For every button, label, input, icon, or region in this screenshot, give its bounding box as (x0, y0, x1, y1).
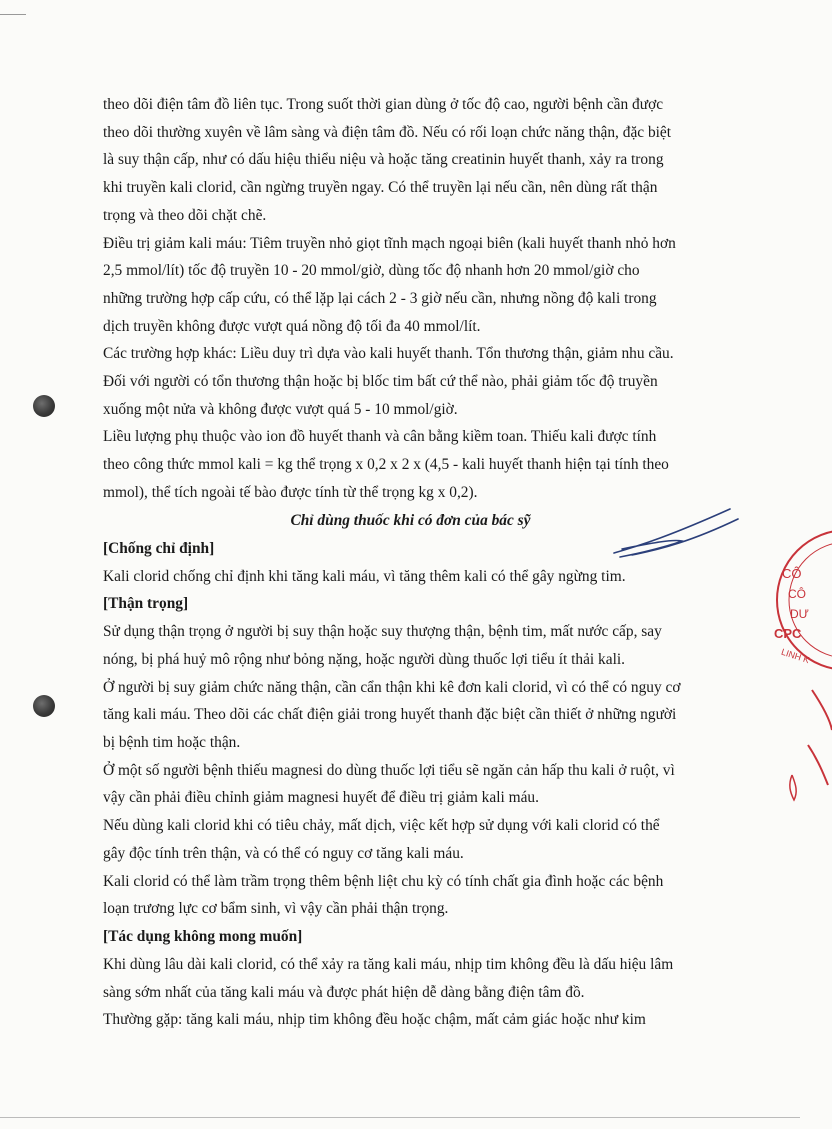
signature (612, 505, 742, 565)
text-line: xuống một nửa và không được vượt quá 5 - 10 mmol/giờ. (103, 400, 458, 418)
text-line: Các trường hợp khác: Liều duy trì dựa vào kali huyết thanh. Tổn thương thận, giảm nhu cầu. (103, 345, 674, 363)
text-line: theo công thức mmol kali = kg thể trọng x 0,2 x 2 x (4,5 - kali huyết thanh hiện tại tính theo (103, 456, 669, 474)
text-line: Ở một số người bệnh thiếu magnesi do dùng thuốc lợi tiểu sẽ ngăn cản hấp thu kali ở ruột, vì (103, 761, 675, 779)
stamp-text: CÔ (788, 587, 806, 601)
text-line: Ở người bị suy giảm chức năng thận, cần cẩn thận khi kê đơn kali clorid, vì có thể có nguy cơ (103, 678, 681, 696)
text-line: Khi dùng lâu dài kali clorid, có thể xảy ra tăng kali máu, nhịp tim không đều là dấu hiệu lâm (103, 955, 674, 973)
text-line: Nếu dùng kali clorid khi có tiêu chảy, mất dịch, việc kết hợp sử dụng với kali clorid có thể (103, 817, 660, 835)
text-line: Sử dụng thận trọng ở người bị suy thận hoặc suy thượng thận, bệnh tim, mất nước cấp, say (103, 623, 662, 641)
text-line: dịch truyền không được vượt quá nồng độ tối đa 40 mmol/lít. (103, 317, 481, 335)
contraindication-heading: [Chống chỉ định] (103, 539, 215, 557)
top-edge-rule (0, 14, 26, 15)
prescription-note: Chỉ dùng thuốc khi có đơn của bác sỹ (290, 511, 531, 529)
side-effects-text (103, 951, 718, 1034)
text-line: tăng kali máu. Theo dõi các chất điện giải trong huyết thanh đặc biệt cần thiết ở những người (103, 706, 677, 724)
text-line: trọng và theo dõi chặt chẽ. (103, 206, 267, 224)
company-stamp (752, 530, 832, 830)
stamp-text: LINH K (779, 646, 811, 666)
text-line: sàng sớm nhất của tăng kali máu và được phát hiện dễ dàng bằng điện tâm đồ. (103, 983, 585, 1001)
text-line: bị bệnh tim hoặc thận. (103, 734, 241, 752)
text-line: Thường gặp: tăng kali máu, nhịp tim không đều hoặc chậm, mất cảm giác hoặc như kim (103, 1011, 646, 1029)
intro-paragraphs (103, 91, 718, 507)
text-line: Điều trị giảm kali máu: Tiêm truyền nhỏ giọt tĩnh mạch ngoại biên (kali huyết thanh nhỏ hơn (103, 234, 676, 252)
stamp-text: DƯ (790, 607, 809, 621)
text-line: là suy thận cấp, như có dấu hiệu thiểu niệu và hoặc tăng creatinin huyết thanh, xảy ra trong (103, 151, 664, 169)
punch-hole-2 (33, 695, 55, 717)
side-effects-heading: [Tác dụng không mong muốn] (103, 927, 303, 945)
text-line: theo dõi điện tâm đồ liên tục. Trong suốt thời gian dùng ở tốc độ cao, người bệnh cần được (103, 96, 664, 113)
punch-hole-1 (33, 395, 55, 417)
contraindication-text (103, 563, 718, 591)
text-line: những trường hợp cấp cứu, có thể lặp lại cách 2 - 3 giờ nếu cần, nhưng nồng độ kali trong (103, 289, 657, 307)
text-line: mmol), thể tích ngoài tế bào được tính từ thể trọng kg x 0,2). (103, 483, 478, 501)
text-line: Đối với người có tổn thương thận hoặc bị blốc tim bất cứ thể nào, phải giảm tốc độ truyền (103, 373, 658, 391)
text-line: theo dõi thường xuyên về lâm sàng và điện tâm đồ. Nếu có rối loạn chức năng thận, đặc biệt (103, 123, 672, 141)
precautions-heading: [Thận trọng] (103, 595, 189, 613)
text-line: Kali clorid chống chỉ định khi tăng kali máu, vì tăng thêm kali có thể gây ngừng tim. (103, 567, 626, 585)
text-line: Liều lượng phụ thuộc vào ion đồ huyết thanh và cân bằng kiềm toan. Thiếu kali được tính (103, 428, 657, 446)
text-line: Kali clorid có thể làm trầm trọng thêm bệnh liệt chu kỳ có tính chất gia đình hoặc các bệnh (103, 872, 664, 890)
text-line: gây độc tính trên thận, và có thể có nguy cơ tăng kali máu. (103, 844, 464, 862)
text-line: loạn trương lực cơ bẩm sinh, vì vậy cần phải thận trọng. (103, 900, 449, 918)
text-line: khi truyền kali clorid, cần ngừng truyền ngay. Có thể truyền lại nếu cần, nên dùng rất thận (103, 179, 658, 197)
text-line: nóng, bị phá huỷ mô rộng như bỏng nặng, hoặc người dùng thuốc lợi tiểu ít thải kali. (103, 650, 625, 668)
stamp-text: CPC (774, 626, 802, 641)
text-line: vậy cần phải điều chỉnh giảm magnesi huyết để điều trị giảm kali máu. (103, 789, 539, 807)
precautions-text (103, 618, 718, 923)
bottom-edge-rule (0, 1117, 800, 1118)
text-line: 2,5 mmol/lít) tốc độ truyền 10 - 20 mmol/giờ, dùng tốc độ nhanh hơn 20 mmol/giờ cho (103, 262, 640, 280)
stamp-text: CÔ (782, 566, 802, 581)
